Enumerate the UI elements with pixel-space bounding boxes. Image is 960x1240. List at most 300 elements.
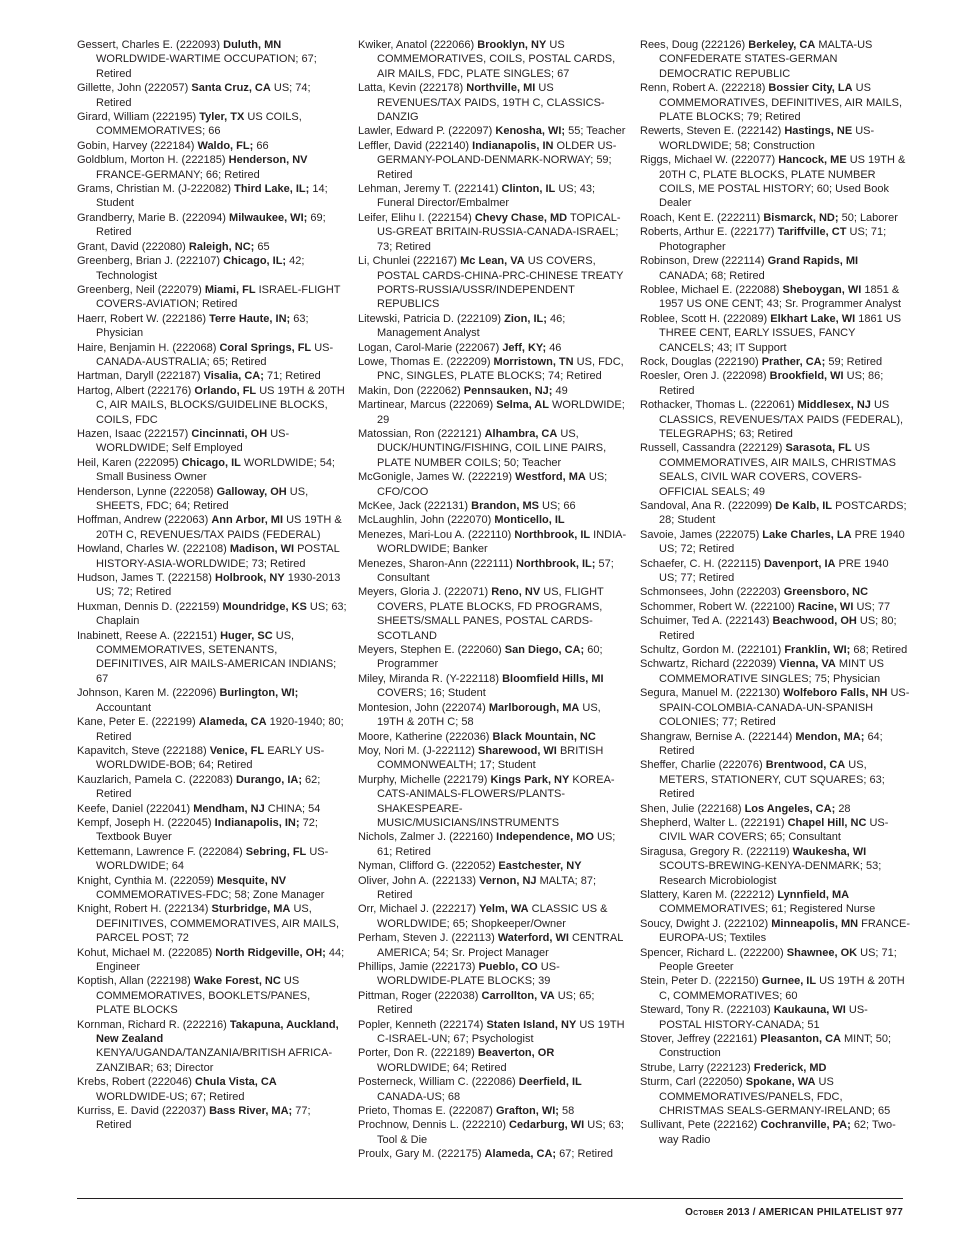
member-entry: [358, 557, 628, 586]
member-name: Johnson, Karen M. (222096): [77, 687, 217, 700]
member-name: Krebs, Robert (222046): [77, 1076, 192, 1089]
member-city: Waukesha, WI: [792, 845, 867, 858]
member-interests: WORLDWIDE; 64; Retired: [377, 1061, 507, 1074]
member-name: Inabinett, Reese A. (222151): [77, 629, 218, 642]
member-city: Moundridge, KS: [222, 600, 307, 613]
column-3: [640, 38, 910, 1147]
member-entry: [640, 1061, 910, 1075]
member-name: Prieto, Thomas E. (222087): [358, 1105, 493, 1118]
member-interests: US; 74; Retired: [96, 82, 311, 109]
member-city: Cincinnati, OH: [191, 427, 268, 440]
member-interests: US; 66: [542, 500, 576, 512]
member-name: Kohut, Michael M. (222085): [77, 946, 213, 959]
member-name: Sturm, Carl (222050): [640, 1076, 743, 1089]
member-entry: [358, 499, 628, 513]
member-city: Alameda, CA;: [484, 1148, 557, 1161]
member-city: Los Angeles, CA;: [744, 802, 836, 815]
member-interests: 1851 & 1957 US ONE CENT; 43; Sr. Programmer Analyst: [659, 283, 902, 311]
member-interests: 28: [838, 802, 851, 815]
member-name: Schaefer, C. H. (222115): [640, 557, 761, 570]
member-entry: [358, 355, 628, 384]
member-city: Racine, WI: [797, 600, 854, 613]
member-name: Kwiker, Anatol (222066): [358, 39, 475, 51]
member-name: Nyman, Clifford G. (222052): [358, 860, 496, 873]
member-city: Brentwood, CA: [765, 759, 846, 772]
member-city: Bass River, MA;: [209, 1105, 293, 1118]
member-city: Wake Forest, NC: [193, 975, 281, 988]
member-entry: [640, 917, 910, 946]
member-interests: US 19TH & 20TH C, PLATE BLOCKS, PLATE NUMBER COILS, ME POSTAL HISTORY; 60; Used Book Dealer: [659, 154, 906, 210]
member-interests: US COMMEMORATIVES, COILS, POSTAL CARDS, AIR MAILS, FDC, PLATE SINGLES; 67: [377, 39, 616, 80]
member-interests: US-CANADA-AUSTRALIA; 65; Retired: [96, 341, 334, 368]
member-entry: [77, 1018, 347, 1076]
member-name: Lowe, Thomas E. (222209): [358, 355, 491, 368]
member-interests: POSTAL HISTORY-ASIA-WORLDWIDE; 73; Retired: [96, 543, 340, 570]
member-city: Minneapolis, MN: [771, 917, 859, 930]
member-name: Menezes, Sharon-Ann (222111): [358, 557, 513, 570]
member-name: Porter, Don R. (222189): [358, 1047, 475, 1060]
member-name: Gessert, Charles E. (222093): [77, 39, 221, 51]
member-city: Ann Arbor, MI: [211, 514, 284, 527]
member-name: Hartman, Daryll (222187): [77, 370, 201, 383]
member-interests: 14; Student: [96, 183, 328, 210]
member-city: Deerfield, IL: [518, 1076, 582, 1089]
member-entry: [77, 974, 347, 1017]
member-interests: SCOUTS-BREWING-KENYA-DENMARK; 53; Research Microbiologist: [659, 860, 882, 887]
member-interests: 72; Textbook Buyer: [96, 816, 318, 844]
member-entry: [77, 513, 347, 542]
member-name: Li, Chunlei (222167): [358, 255, 458, 268]
member-name: Orr, Michael J. (222217): [358, 903, 476, 916]
member-interests: CANADA; 68; Retired: [659, 269, 765, 282]
member-city: Raleigh, NC;: [188, 240, 255, 253]
member-name: Roach, Kent E. (222211): [640, 211, 761, 224]
member-name: Matossian, Ron (222121): [358, 427, 482, 440]
member-entry: [640, 585, 910, 599]
member-name: Kurriss, E. David (222037): [77, 1105, 206, 1118]
member-interests: INDIA-WORLDWIDE; Banker: [377, 528, 627, 556]
footer-publication: 2013 / AMERICAN PHILATELIST 977: [726, 1207, 903, 1218]
member-entry: [640, 600, 910, 614]
member-interests: US 19TH & 20TH C, COMMEMORATIVES; 60: [659, 975, 905, 1002]
member-interests: 68; Retired: [853, 644, 908, 657]
member-entry: [640, 1003, 910, 1032]
member-entry: [358, 427, 628, 470]
member-entry: [640, 816, 910, 845]
member-name: Segura, Manuel M. (222130): [640, 687, 781, 700]
member-name: Popler, Kenneth (222174): [358, 1018, 484, 1031]
member-interests: US; 43; Funeral Director/Embalmer: [377, 183, 596, 210]
member-city: Reno, NV: [491, 586, 541, 599]
member-entry: [77, 902, 347, 945]
member-entry: [640, 499, 910, 528]
member-city: Hancock, ME: [778, 154, 847, 167]
member-name: Grams, Christian M. (J-222082): [77, 183, 232, 196]
member-name: Renn, Robert A. (222218): [640, 82, 766, 95]
member-entry: [640, 946, 910, 975]
member-interests: 67; Retired: [559, 1148, 613, 1161]
member-name: Greenberg, Brian J. (222107): [77, 255, 221, 268]
member-name: Roberts, Arthur E. (222177): [640, 226, 775, 239]
member-city: Sheboygan, WI: [782, 283, 862, 296]
member-name: Goldblum, Morton H. (222185): [77, 154, 226, 167]
member-entry: [77, 139, 347, 153]
member-city: Beachwood, OH: [772, 615, 857, 628]
member-city: Sebring, FL: [245, 845, 307, 858]
member-city: Venice, FL: [209, 744, 265, 757]
member-interests: KENYA/UGANDA/TANZANIA/BRITISH AFRICA-ZANZIBAR; 63; Director: [96, 1047, 333, 1074]
member-interests: US; 86; Retired: [659, 370, 884, 397]
member-entry: [640, 1118, 910, 1147]
member-city: Kaukauna, WI: [773, 1004, 846, 1017]
member-interests: CENTRAL AMERICA; 54; Sr. Project Manager: [377, 932, 623, 959]
member-entry: [77, 629, 347, 687]
footer-month: October: [685, 1207, 724, 1218]
member-name: McKee, Jack (222131): [358, 500, 469, 512]
member-entry: [640, 153, 910, 211]
member-interests: KOREA-CATS-ANIMALS-FLOWERS/PLANTS-SHAKESPEARE-MUSIC/MUSICIANS/INSTRUMENTS: [377, 773, 615, 829]
member-name: Soucy, Dwight J. (222102): [640, 917, 769, 930]
member-entry: [640, 557, 910, 586]
member-interests: WORLDWIDE-US; 67; Retired: [96, 1090, 245, 1103]
member-interests: 57; Consultant: [377, 557, 614, 585]
member-city: Black Mountain, NC: [492, 730, 596, 743]
member-city: Waterford, WI: [497, 932, 569, 945]
member-name: Kapavitch, Steve (222188): [77, 744, 207, 757]
member-name: Meyers, Stephen E. (222060): [358, 644, 502, 657]
member-city: Tariffville, CT: [777, 226, 847, 239]
member-city: Beaverton, OR: [477, 1047, 555, 1060]
member-name: Proulx, Gary M. (222175): [358, 1148, 482, 1161]
member-name: Roblee, Michael E. (222088): [640, 283, 780, 296]
member-city: Chicago, IL;: [223, 255, 287, 268]
member-city: Frederick, MD: [753, 1061, 827, 1074]
member-interests: 62; Retired: [96, 773, 321, 801]
member-name: Strube, Larry (222123): [640, 1061, 751, 1074]
member-city: Milwaukee, WI;: [229, 211, 308, 224]
member-name: Stover, Jeffrey (222161): [640, 1033, 758, 1046]
member-interests: US-POSTAL HISTORY-CANADA; 51: [659, 1004, 868, 1031]
member-name: Hudson, James T. (222158): [77, 572, 212, 585]
member-city: Terre Haute, IN;: [209, 312, 291, 325]
member-name: Moy, Nori M. (J-222112): [358, 744, 475, 757]
member-entry: [358, 989, 628, 1018]
member-name: Stein, Peter D. (222150): [640, 975, 759, 988]
member-interests: 58: [561, 1105, 575, 1118]
member-interests: US; 61; Retired: [377, 831, 616, 858]
member-interests: 60; Programmer: [377, 644, 603, 671]
member-interests: 46: [549, 341, 562, 354]
member-entry: [77, 845, 347, 874]
member-interests: US 19TH C-ISRAEL-UN; 67; Psychologist: [377, 1018, 625, 1046]
member-entry: [358, 830, 628, 859]
member-name: Savoie, James (222075): [640, 528, 760, 541]
member-entry: [358, 1118, 628, 1147]
member-interests: MALTA-US CONFEDERATE STATES-GERMAN DEMOCRATIC REPUBLIC: [659, 39, 873, 80]
member-entry: [77, 686, 347, 715]
member-city: Pennsauken, NJ;: [463, 384, 553, 397]
member-interests: PRE 1940 US; 77; Retired: [659, 557, 889, 585]
member-entry: [77, 715, 347, 744]
member-interests: US-CIVIL WAR COVERS; 65; Consultant: [659, 816, 889, 844]
member-city: Huger, SC: [220, 629, 273, 642]
member-city: Alameda, CA: [198, 716, 267, 729]
member-interests: US COILS, COMMEMORATIVES; 66: [96, 111, 302, 138]
member-entry: [358, 960, 628, 989]
member-city: Vienna, VA: [779, 658, 836, 671]
member-entry: [640, 312, 910, 355]
member-interests: OLDER US-GERMANY-POLAND-DENMARK-NORWAY; 59; Retired: [377, 139, 617, 181]
member-entry: [77, 773, 347, 802]
member-city: Marlborough, MA: [488, 701, 580, 714]
member-city: Spokane, WA: [745, 1076, 816, 1089]
member-name: Kauzlarich, Pamela C. (222083): [77, 773, 233, 786]
member-entry: [358, 254, 628, 312]
member-entry: [358, 124, 628, 138]
member-entry: [77, 1104, 347, 1133]
member-name: Kane, Peter E. (222199): [77, 716, 196, 729]
member-city: Pleasanton, CA: [760, 1033, 841, 1046]
member-interests: PRE 1940 US; 72; Retired: [659, 528, 905, 556]
member-interests: COMMEMORATIVES-FDC; 58; Zone Manager: [96, 888, 325, 901]
member-interests: EARLY US-WORLDWIDE-BOB; 64; Retired: [96, 744, 325, 772]
member-name: Knight, Cynthia M. (222059): [77, 874, 214, 887]
member-city: Yelm, WA: [479, 903, 529, 916]
member-city: Monticello, IL: [494, 514, 565, 527]
member-interests: COVERS; 16; Student: [377, 687, 486, 700]
member-name: Schmonsees, John (222203): [640, 586, 781, 599]
member-name: Pittman, Roger (222038): [358, 989, 479, 1002]
member-entry: [640, 1032, 910, 1061]
member-name: Huxman, Dennis D. (222159): [77, 600, 220, 613]
member-interests: US, COMMEMORATIVES, SETENANTS, DEFINITIVES, AIR MAILS-AMERICAN INDIANS; 67: [96, 629, 337, 685]
member-entry: [358, 312, 628, 341]
member-interests: 1920-1940; 80; Retired: [96, 716, 344, 743]
member-interests: US COMMEMORATIVES, AIR MAILS, CHRISTMAS SEALS, CIVIL WAR COVERS, COVERS-OFFICIAL SEALS; 49: [659, 442, 896, 498]
member-name: Lawler, Edward P. (222097): [358, 125, 493, 138]
member-name: Hazen, Isaac (222157): [77, 427, 189, 440]
member-city: De Kalb, IL: [775, 500, 832, 512]
member-interests: CHINA; 54: [267, 802, 321, 815]
member-entry: [358, 730, 628, 744]
member-interests: CANADA-US; 68: [377, 1090, 461, 1103]
member-entry: [358, 701, 628, 730]
member-entry: [77, 802, 347, 816]
member-entry: [77, 485, 347, 514]
member-entry: [358, 643, 628, 672]
member-interests: 59; Retired: [828, 355, 883, 368]
member-name: Greenberg, Neil (222079): [77, 283, 202, 296]
member-name: Oliver, John A. (222133): [358, 874, 477, 887]
member-interests: US 19TH & 20TH C, REVENUES/TAX PAIDS (FEDERAL): [96, 514, 342, 541]
member-name: Kempf, Joseph H. (222045): [77, 816, 212, 829]
member-city: Miami, FL: [204, 283, 256, 296]
member-city: Orlando, FL: [194, 384, 257, 397]
member-name: Logan, Carol-Marie (222067): [358, 341, 500, 354]
member-entry: [358, 744, 628, 773]
member-city: Indianapolis, IN;: [214, 816, 300, 829]
member-entry: [640, 254, 910, 283]
member-name: Roblee, Scott H. (222089): [640, 312, 768, 325]
member-entry: [640, 657, 910, 686]
member-city: Chicago, IL: [181, 456, 241, 469]
member-interests: US, 19TH & 20TH C; 58: [377, 701, 601, 729]
member-name: Shepherd, Walter L. (222191): [640, 816, 785, 829]
member-name: Hoffman, Andrew (222063): [77, 514, 209, 527]
member-city: Chapel Hill, NC: [787, 816, 867, 829]
member-interests: 50; Laborer: [841, 211, 898, 224]
member-entry: [640, 888, 910, 917]
member-city: Brooklyn, NY: [477, 39, 547, 51]
member-name: Menezes, Mari-Lou A. (222110): [358, 528, 512, 541]
member-entry: [358, 902, 628, 931]
member-city: Franklin, WI;: [784, 644, 851, 657]
member-name: Rewerts, Steven E. (222142): [640, 125, 782, 138]
member-entry: [77, 312, 347, 341]
member-name: Haire, Benjamin H. (222068): [77, 341, 217, 354]
member-entry: [77, 384, 347, 427]
member-city: North Ridgeville, OH;: [215, 946, 326, 959]
member-entry: [358, 1018, 628, 1047]
member-interests: 1861 US THREE CENT, EARLY ISSUES, FANCY CANCELS; 43; IT Support: [659, 312, 902, 354]
member-entry: [77, 341, 347, 370]
member-city: Lynnfield, MA: [777, 888, 850, 901]
member-name: Haerr, Robert W. (222186): [77, 312, 207, 325]
member-entry: [77, 571, 347, 600]
member-entry: [77, 81, 347, 110]
member-city: Sarasota, FL: [785, 442, 852, 455]
member-city: Grafton, WI;: [495, 1105, 559, 1118]
member-entry: [77, 542, 347, 571]
member-entry: [358, 773, 628, 831]
member-name: Keefe, Daniel (222041): [77, 802, 191, 815]
member-city: Prather, CA;: [761, 355, 826, 368]
member-interests: US; 77: [856, 600, 891, 613]
member-name: Girard, William (222195): [77, 111, 197, 124]
member-entry: [358, 528, 628, 557]
member-interests: 66: [256, 139, 269, 152]
member-interests: 63; Physician: [96, 312, 309, 340]
member-entry: [77, 456, 347, 485]
member-entry: [77, 110, 347, 139]
member-name: Meyers, Gloria J. (222071): [358, 586, 489, 599]
member-city: Brookfield, WI: [769, 370, 844, 383]
member-entry: [77, 38, 347, 81]
member-interests: MALTA; 87; Retired: [377, 874, 597, 901]
member-name: Roesler, Oren J. (222098): [640, 370, 767, 383]
member-name: Miley, Miranda R. (Y-222118): [358, 672, 500, 685]
member-city: Bossier City, LA: [768, 82, 853, 95]
member-entry: [77, 254, 347, 283]
member-city: Brandon, MS: [471, 500, 539, 512]
member-entry: [640, 441, 910, 499]
member-city: Northville, MI: [466, 82, 536, 95]
member-name: Makin, Don (222062): [358, 384, 461, 397]
member-interests: MINT; 50; Construction: [659, 1033, 892, 1060]
member-city: Durango, IA;: [235, 773, 302, 786]
member-interests: WORLDWIDE-WARTIME OCCUPATION; 67; Retired: [96, 53, 317, 80]
member-entry: [358, 398, 628, 427]
member-interests: POSTCARDS; 28; Student: [659, 500, 907, 527]
member-interests: 42; Technologist: [96, 255, 305, 282]
member-entry: [640, 614, 910, 643]
member-name: Shangraw, Bernise A. (222144): [640, 730, 793, 743]
member-city: Pueblo, CO: [478, 961, 538, 973]
member-interests: US; 63; Chaplain: [96, 600, 347, 628]
member-name: Shen, Julie (222168): [640, 802, 742, 815]
member-interests: US REVENUES/TAX PAIDS, 19TH C, CLASSICS-DANZIG: [377, 82, 605, 124]
member-interests: US 19TH & 20TH C, AIR MAILS, BLOCKS/GUIDELINE BLOCKS, COILS, FDC: [96, 384, 345, 426]
member-interests: US, SHEETS, FDC; 64; Retired: [96, 485, 309, 512]
member-city: Santa Cruz, CA: [191, 82, 271, 95]
member-city: Greensboro, NC: [783, 586, 869, 599]
member-name: Latta, Kevin (222178): [358, 82, 464, 95]
member-entry: [77, 427, 347, 456]
member-name: Lehman, Jeremy T. (222141): [358, 183, 499, 196]
member-city: Northbrook, IL: [514, 528, 591, 541]
member-name: Schwartz, Richard (222039): [640, 658, 777, 671]
member-city: Indianapolis, IN: [472, 139, 554, 152]
member-city: Elkhart Lake, WI: [770, 312, 856, 325]
member-entry: [358, 931, 628, 960]
member-name: Sullivant, Pete (222162): [640, 1119, 758, 1132]
member-entry: [640, 369, 910, 398]
member-city: Bloomfield Hills, MI: [502, 672, 604, 685]
member-interests: US COMMEMORATIVES/PANELS, FDC, CHRISTMAS SEALS-GERMANY-IRELAND; 65: [659, 1076, 891, 1118]
member-city: San Diego, CA;: [504, 644, 585, 657]
member-city: Berkeley, CA: [748, 39, 816, 51]
member-entry: [77, 744, 347, 773]
member-city: Cochranville, PA;: [760, 1119, 851, 1132]
member-name: Sheffer, Charlie (222076): [640, 759, 763, 772]
member-entry: [358, 1046, 628, 1075]
member-interests: US, DUCK/HUNTING/FISHING, COIL LINE PAIRS, PLATE NUMBER COILS; 50; Teacher: [377, 427, 607, 469]
member-name: Schommer, Robert W. (222100): [640, 600, 795, 613]
member-interests: ISRAEL-FLIGHT COVERS-AVIATION; Retired: [96, 283, 341, 311]
member-interests: US COMMEMORATIVES, BOOKLETS/PANES, PLATE BLOCKS: [96, 975, 311, 1017]
column-2: [358, 38, 628, 1162]
member-interests: 65: [257, 240, 270, 253]
member-entry: [640, 974, 910, 1003]
member-interests: MINT US COMMEMORATIVE SINGLES; 75; Physician: [659, 658, 884, 685]
member-entry: [358, 211, 628, 254]
member-city: Waldo, FL;: [197, 139, 254, 152]
member-city: Holbrook, NY: [215, 572, 285, 585]
member-interests: US, FLIGHT COVERS, PLATE BLOCKS, FD PROGRAMS, SHEETS/SMALL PANES, POSTAL CARDS-SCOTLAND: [377, 586, 604, 642]
member-city: Grand Rapids, MI: [767, 255, 859, 268]
member-interests: 64; Retired: [659, 730, 883, 757]
member-entry: [358, 182, 628, 211]
member-city: Lake Charles, LA: [762, 528, 852, 541]
member-interests: COMMEMORATIVES; 61; Registered Nurse: [659, 903, 876, 916]
member-entry: [358, 1147, 628, 1161]
member-interests: US COMMEMORATIVES, DEFINITIVES, AIR MAILS, PLATE BLOCKS; 79; Retired: [659, 82, 903, 124]
member-entry: [77, 816, 347, 845]
member-name: Riggs, Michael W. (222077): [640, 154, 776, 167]
member-city: Mc Lean, VA: [460, 255, 525, 268]
member-name: Grandberry, Marie B. (222094): [77, 211, 226, 224]
member-city: Sharewood, WI: [478, 744, 557, 757]
member-entry: [77, 369, 347, 383]
member-interests: US-WORLDWIDE; Self Employed: [96, 427, 290, 455]
member-city: Wolfeboro Falls, NH: [783, 687, 888, 700]
member-entry: [77, 946, 347, 975]
member-city: Chula Vista, CA: [195, 1076, 277, 1089]
member-name: Schultz, Gordon M. (222101): [640, 644, 782, 657]
member-name: Posterneck, William C. (222086): [358, 1076, 516, 1089]
member-entry: [358, 513, 628, 527]
member-city: Chevy Chase, MD: [474, 211, 568, 224]
